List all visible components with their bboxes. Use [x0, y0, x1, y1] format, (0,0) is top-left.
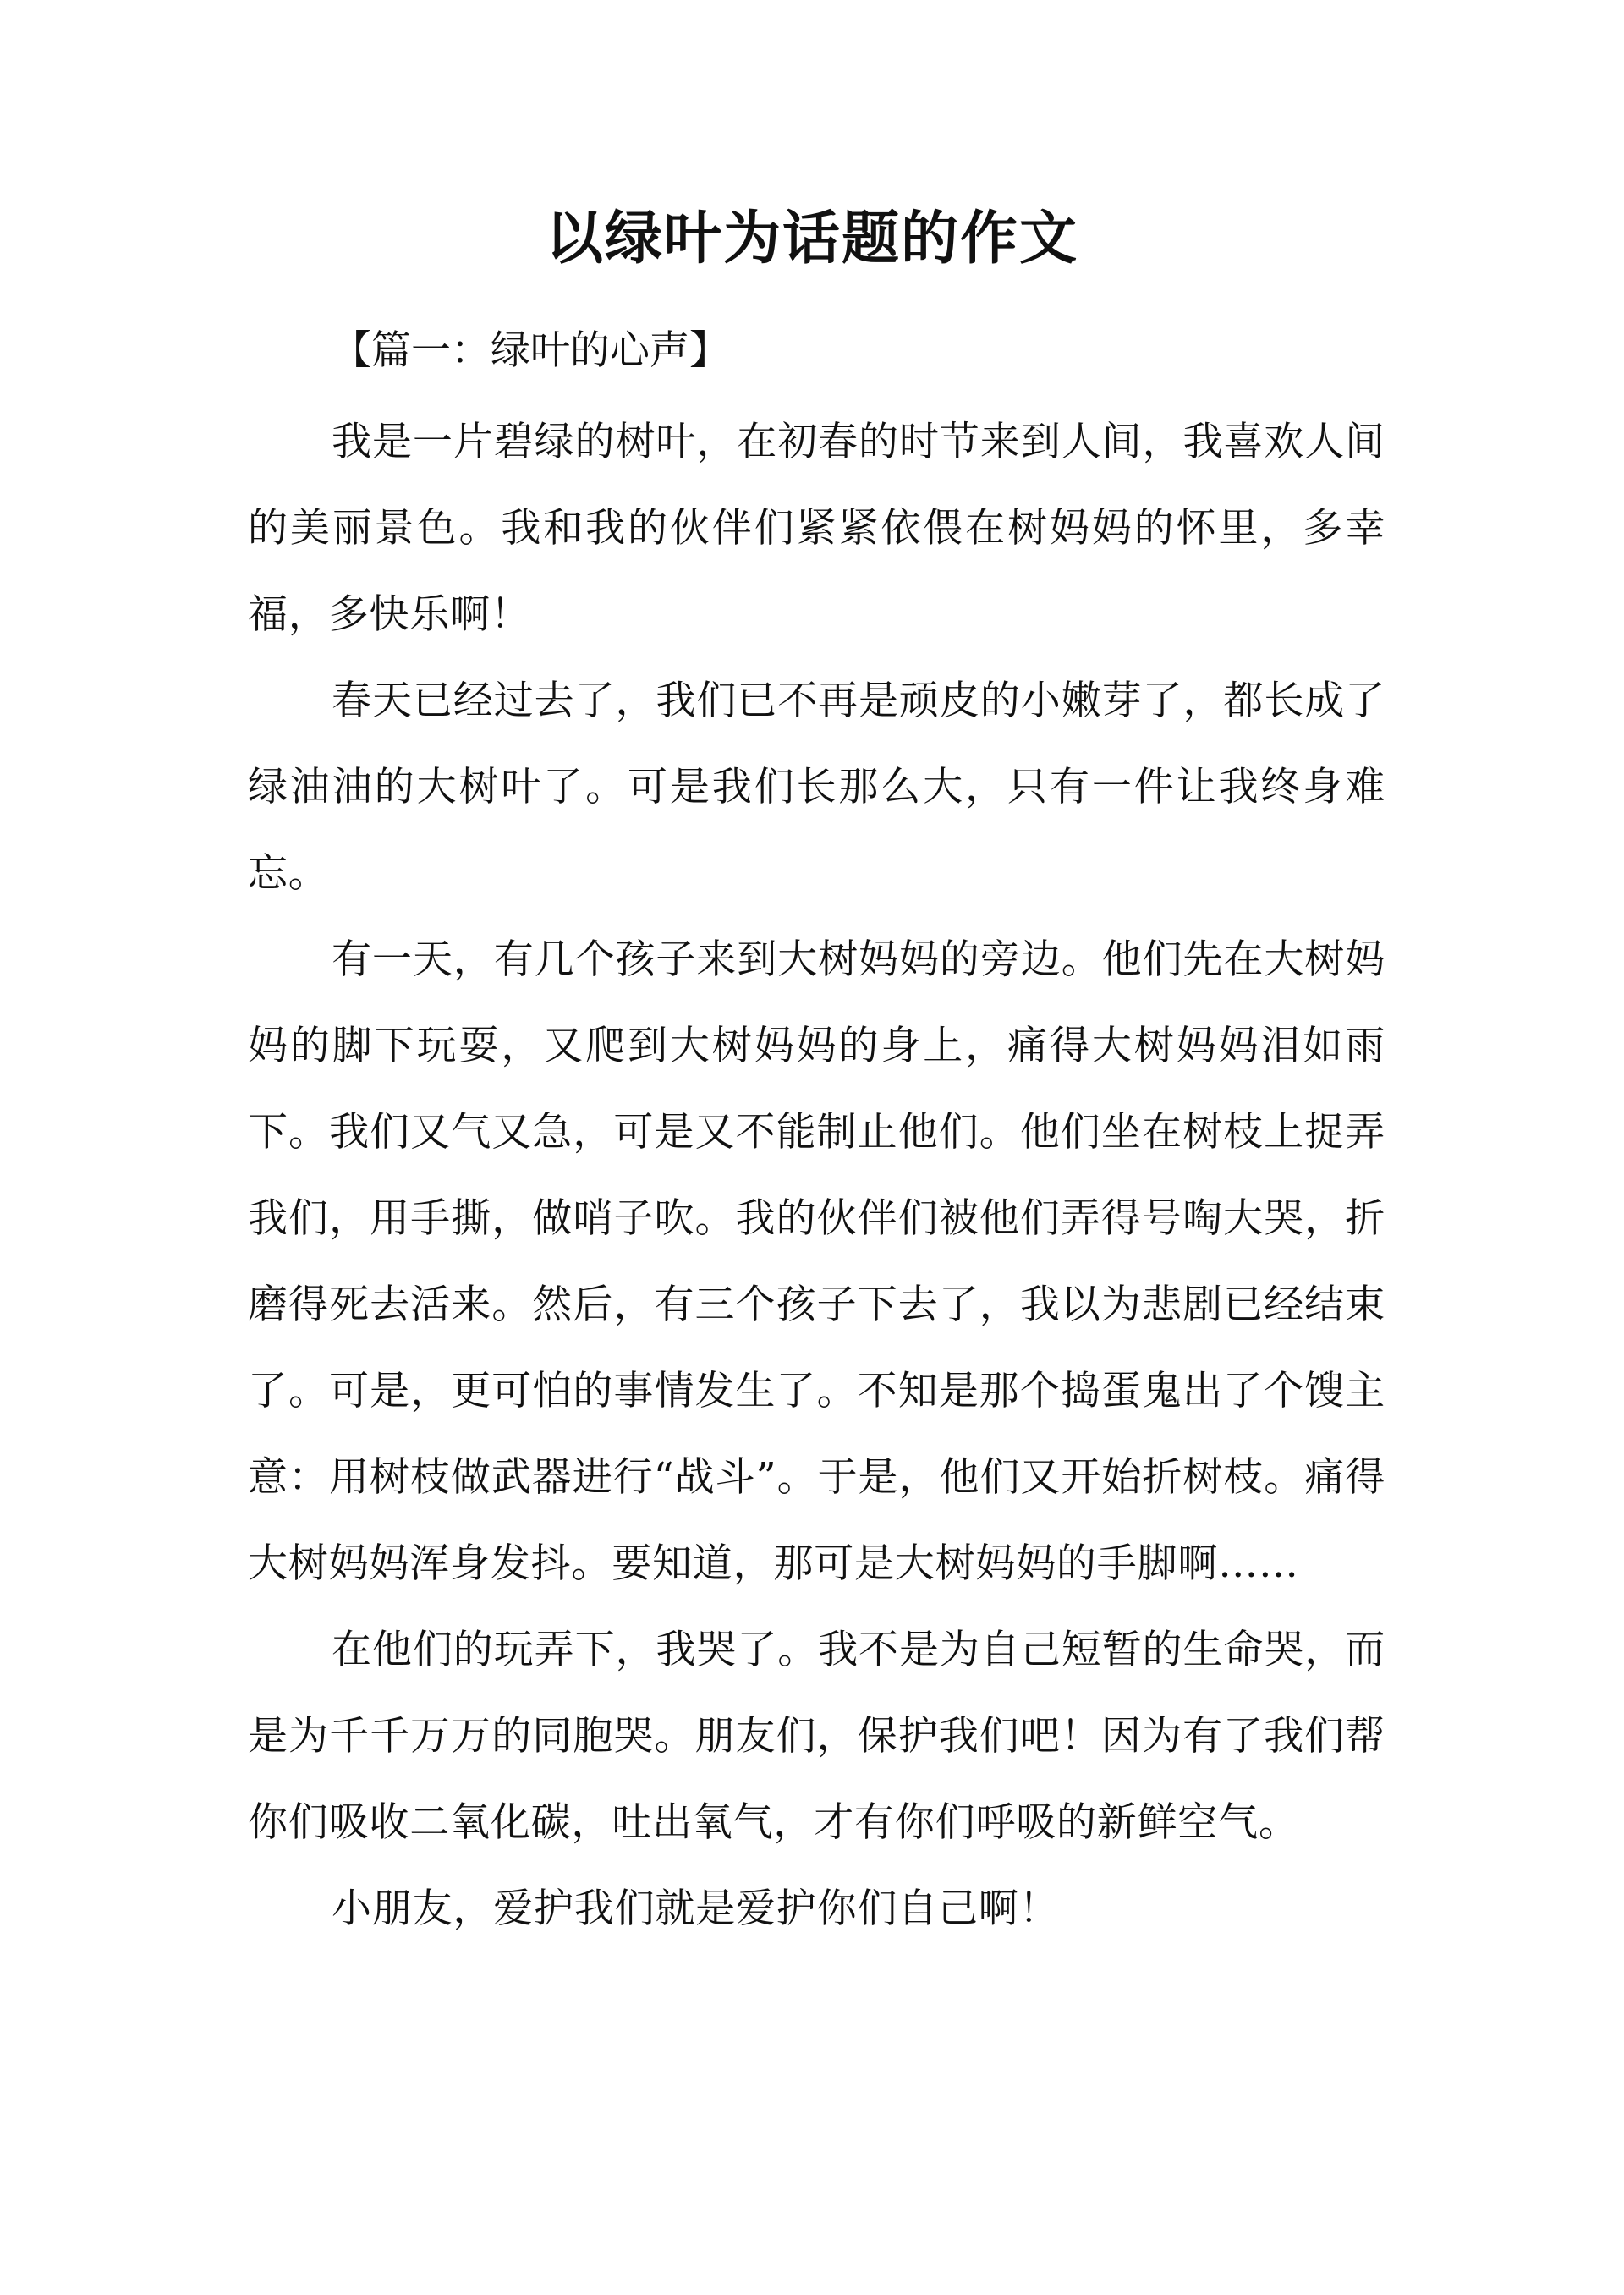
paragraph: 有一天，有几个孩子来到大树妈妈的旁边。他们先在大树妈妈的脚下玩耍，又爬到大树妈妈的身上，痛得大树妈妈泪如雨下。我们又气又急，可是又不能制止他们。他们坐在树枝上捉弄我们，用手撕，做哨子吹。我的伙伴们被他们弄得号啕大哭，折磨得死去活来。然后，有三个孩子下去了，我以为悲剧已经结束了。可是，更可怕的事情发生了。不知是那个捣蛋鬼出了个馊主意：用树枝做武器进行“战斗”。于是，他们又开始折树枝。痛得大树妈妈浑身发抖。要知道，那可是大树妈妈的手脚啊……	[248, 936, 1385, 1587]
paragraph: 小朋友，爱护我们就是爱护你们自己啊！	[332, 1886, 1060, 1932]
paragraph: 我是一片碧绿的树叶，在初春的时节来到人间，我喜欢人间的美丽景色。我和我的伙伴们紧紧依偎在树妈妈的怀里，多幸福，多快乐啊！	[248, 419, 1385, 638]
section-heading: 【篇一：绿叶的心声】	[332, 327, 729, 374]
essay-body	[248, 399, 1385, 1952]
paragraph: 春天已经过去了，我们已不再是顽皮的小嫩芽了，都长成了绿油油的大树叶了。可是我们长那么大，只有一件让我终身难忘。	[248, 678, 1385, 897]
paragraph: 在他们的玩弄下，我哭了。我不是为自己短暂的生命哭，而是为千千万万的同胞哭。朋友们，保护我们吧！因为有了我们帮你们吸收二氧化碳，吐出氧气，才有你们呼吸的新鲜空气。	[248, 1627, 1385, 1846]
document-title: 以绿叶为话题的作文	[545, 206, 1078, 272]
